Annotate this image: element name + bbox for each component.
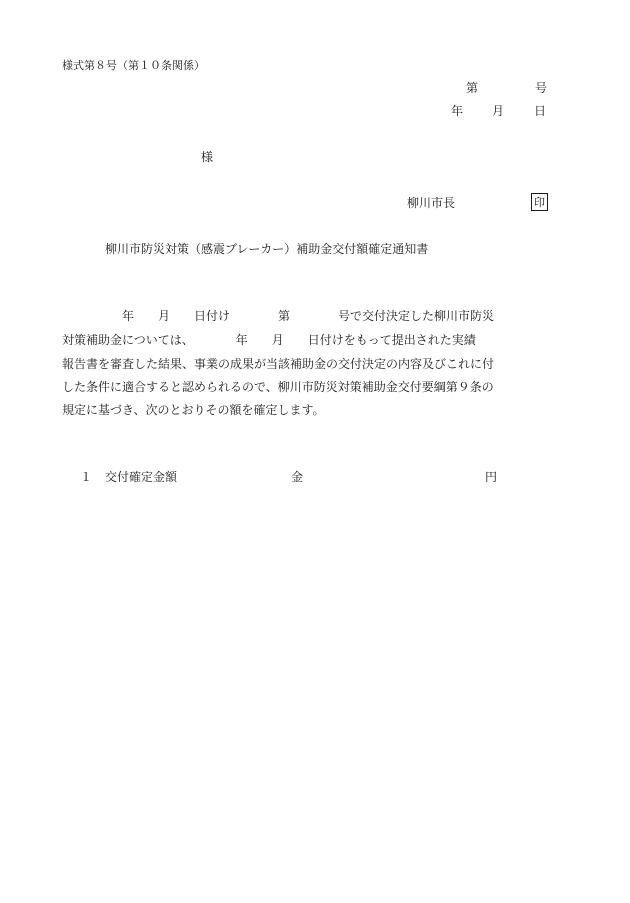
form-number: 様式第８号（第１０条関係）: [62, 59, 205, 72]
issuer-title: 柳川市長: [407, 196, 456, 210]
item-label: 交付確定金額: [105, 470, 178, 484]
date-month-label: 月: [492, 104, 505, 118]
body-line: した条件に適合すると認められるので、柳川市防災対策補助金交付要綱第９条の: [62, 380, 494, 394]
date-day-label: 日: [534, 104, 547, 118]
seal-stamp-box: 印: [531, 193, 548, 211]
recipient-honorific: 様: [201, 150, 214, 164]
document-number-suffix: 号: [535, 81, 548, 95]
amount-unit: 円: [485, 470, 498, 484]
document-number-prefix: 第: [466, 81, 479, 95]
amount-prefix: 金: [291, 470, 304, 484]
body-line: 規定に基づき、次のとおりその額を確定します。: [62, 403, 325, 417]
body-line: 年 月 日付け 第 号で交付決定した柳川市防災: [62, 309, 495, 323]
date-year-label: 年: [451, 104, 464, 118]
item-number: １: [80, 470, 93, 484]
body-line: 報告書を審査した結果、事業の成果が当該補助金の交付決定の内容及びこれに付: [62, 357, 495, 371]
document-title: 柳川市防災対策（感震ブレーカー）補助金交付額確定通知書: [105, 242, 429, 256]
body-line: 対策補助金については、 年 月 日付けをもって提出された実績: [62, 333, 476, 347]
